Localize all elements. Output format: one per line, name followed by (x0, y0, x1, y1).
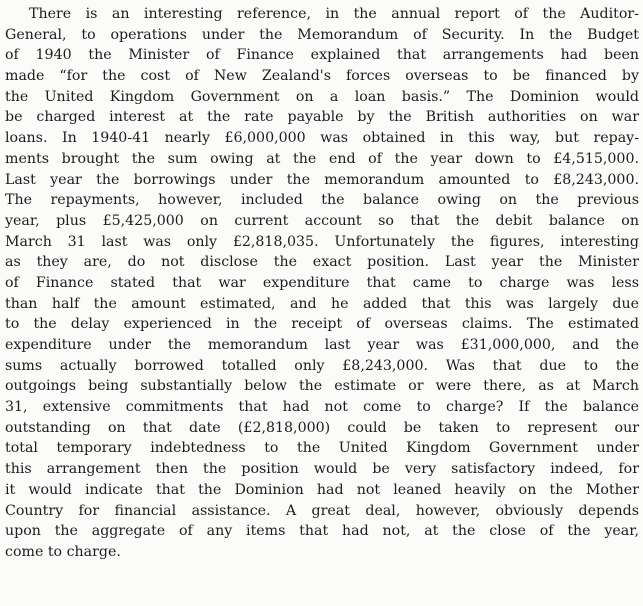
article-paragraph (5, 4, 639, 563)
article-line: 31, extensive commitments that had not come to charge? If the balance (5, 399, 639, 416)
article-line: the United Kingdom Government on a loan basis.” The Dominion would (5, 88, 639, 105)
article-line: There is an interesting reference, in the annual report of the Auditor- (29, 6, 639, 22)
article-line: Country for financial assistance. A great deal, however, obviously depends (5, 502, 639, 519)
article-line: loans. In 1940-41 nearly £6,000,000 was obtained in this way, but repay- (5, 130, 639, 147)
article-line: ments brought the sum owing at the end of the year down to £4,515,000. (5, 150, 639, 167)
article-line: made “for the cost of New Zealand's forces overseas to be financed by (5, 68, 639, 85)
article-line: as they are, do not disclose the exact position. Last year the Minister (5, 254, 639, 271)
article-line: Last year the borrowings under the memorandum amounted to £8,243,000. (5, 171, 639, 188)
article-line: outgoings being substantially below the estimate or were there, as at March (5, 378, 639, 395)
article-line: of 1940 the Minister of Finance explained that arrangements had been (5, 47, 639, 64)
article-line: it would indicate that the Dominion had not leaned heavily on the Mother (5, 481, 639, 498)
article-line: of Finance stated that war expenditure that came to charge was less (5, 274, 639, 291)
article-line: sums actually borrowed totalled only £8,243,000. Was that due to the (5, 357, 639, 374)
article-line: come to charge. (5, 543, 121, 560)
article-line: this arrangement then the position would be very satisfactory indeed, for (5, 461, 639, 478)
article-line: total temporary indebtedness to the United Kingdom Government under (5, 440, 639, 457)
article-line: to the delay experienced in the receipt of overseas claims. The estimated (5, 316, 639, 333)
article-line: The repayments, however, included the balance owing on the previous (5, 192, 639, 209)
article-line: expenditure under the memorandum last year was £31,000,000, and the (5, 337, 639, 353)
article-line: year, plus £5,425,000 on current account so that the debit balance on (5, 212, 639, 229)
article-line: than half the amount estimated, and he added that this was largely due (5, 295, 639, 312)
article-line: outstanding on that date (£2,818,000) could be taken to represent our (5, 419, 639, 436)
article-line: March 31 last was only £2,818,035. Unfortunately the figures, interesting (5, 233, 639, 250)
article-line: be charged interest at the rate payable by the British authorities on war (5, 109, 639, 126)
article-line: General, to operations under the Memorandum of Security. In the Budget (5, 26, 639, 43)
article-line: upon the aggregate of any items that had not, at the close of the year, (5, 523, 639, 540)
